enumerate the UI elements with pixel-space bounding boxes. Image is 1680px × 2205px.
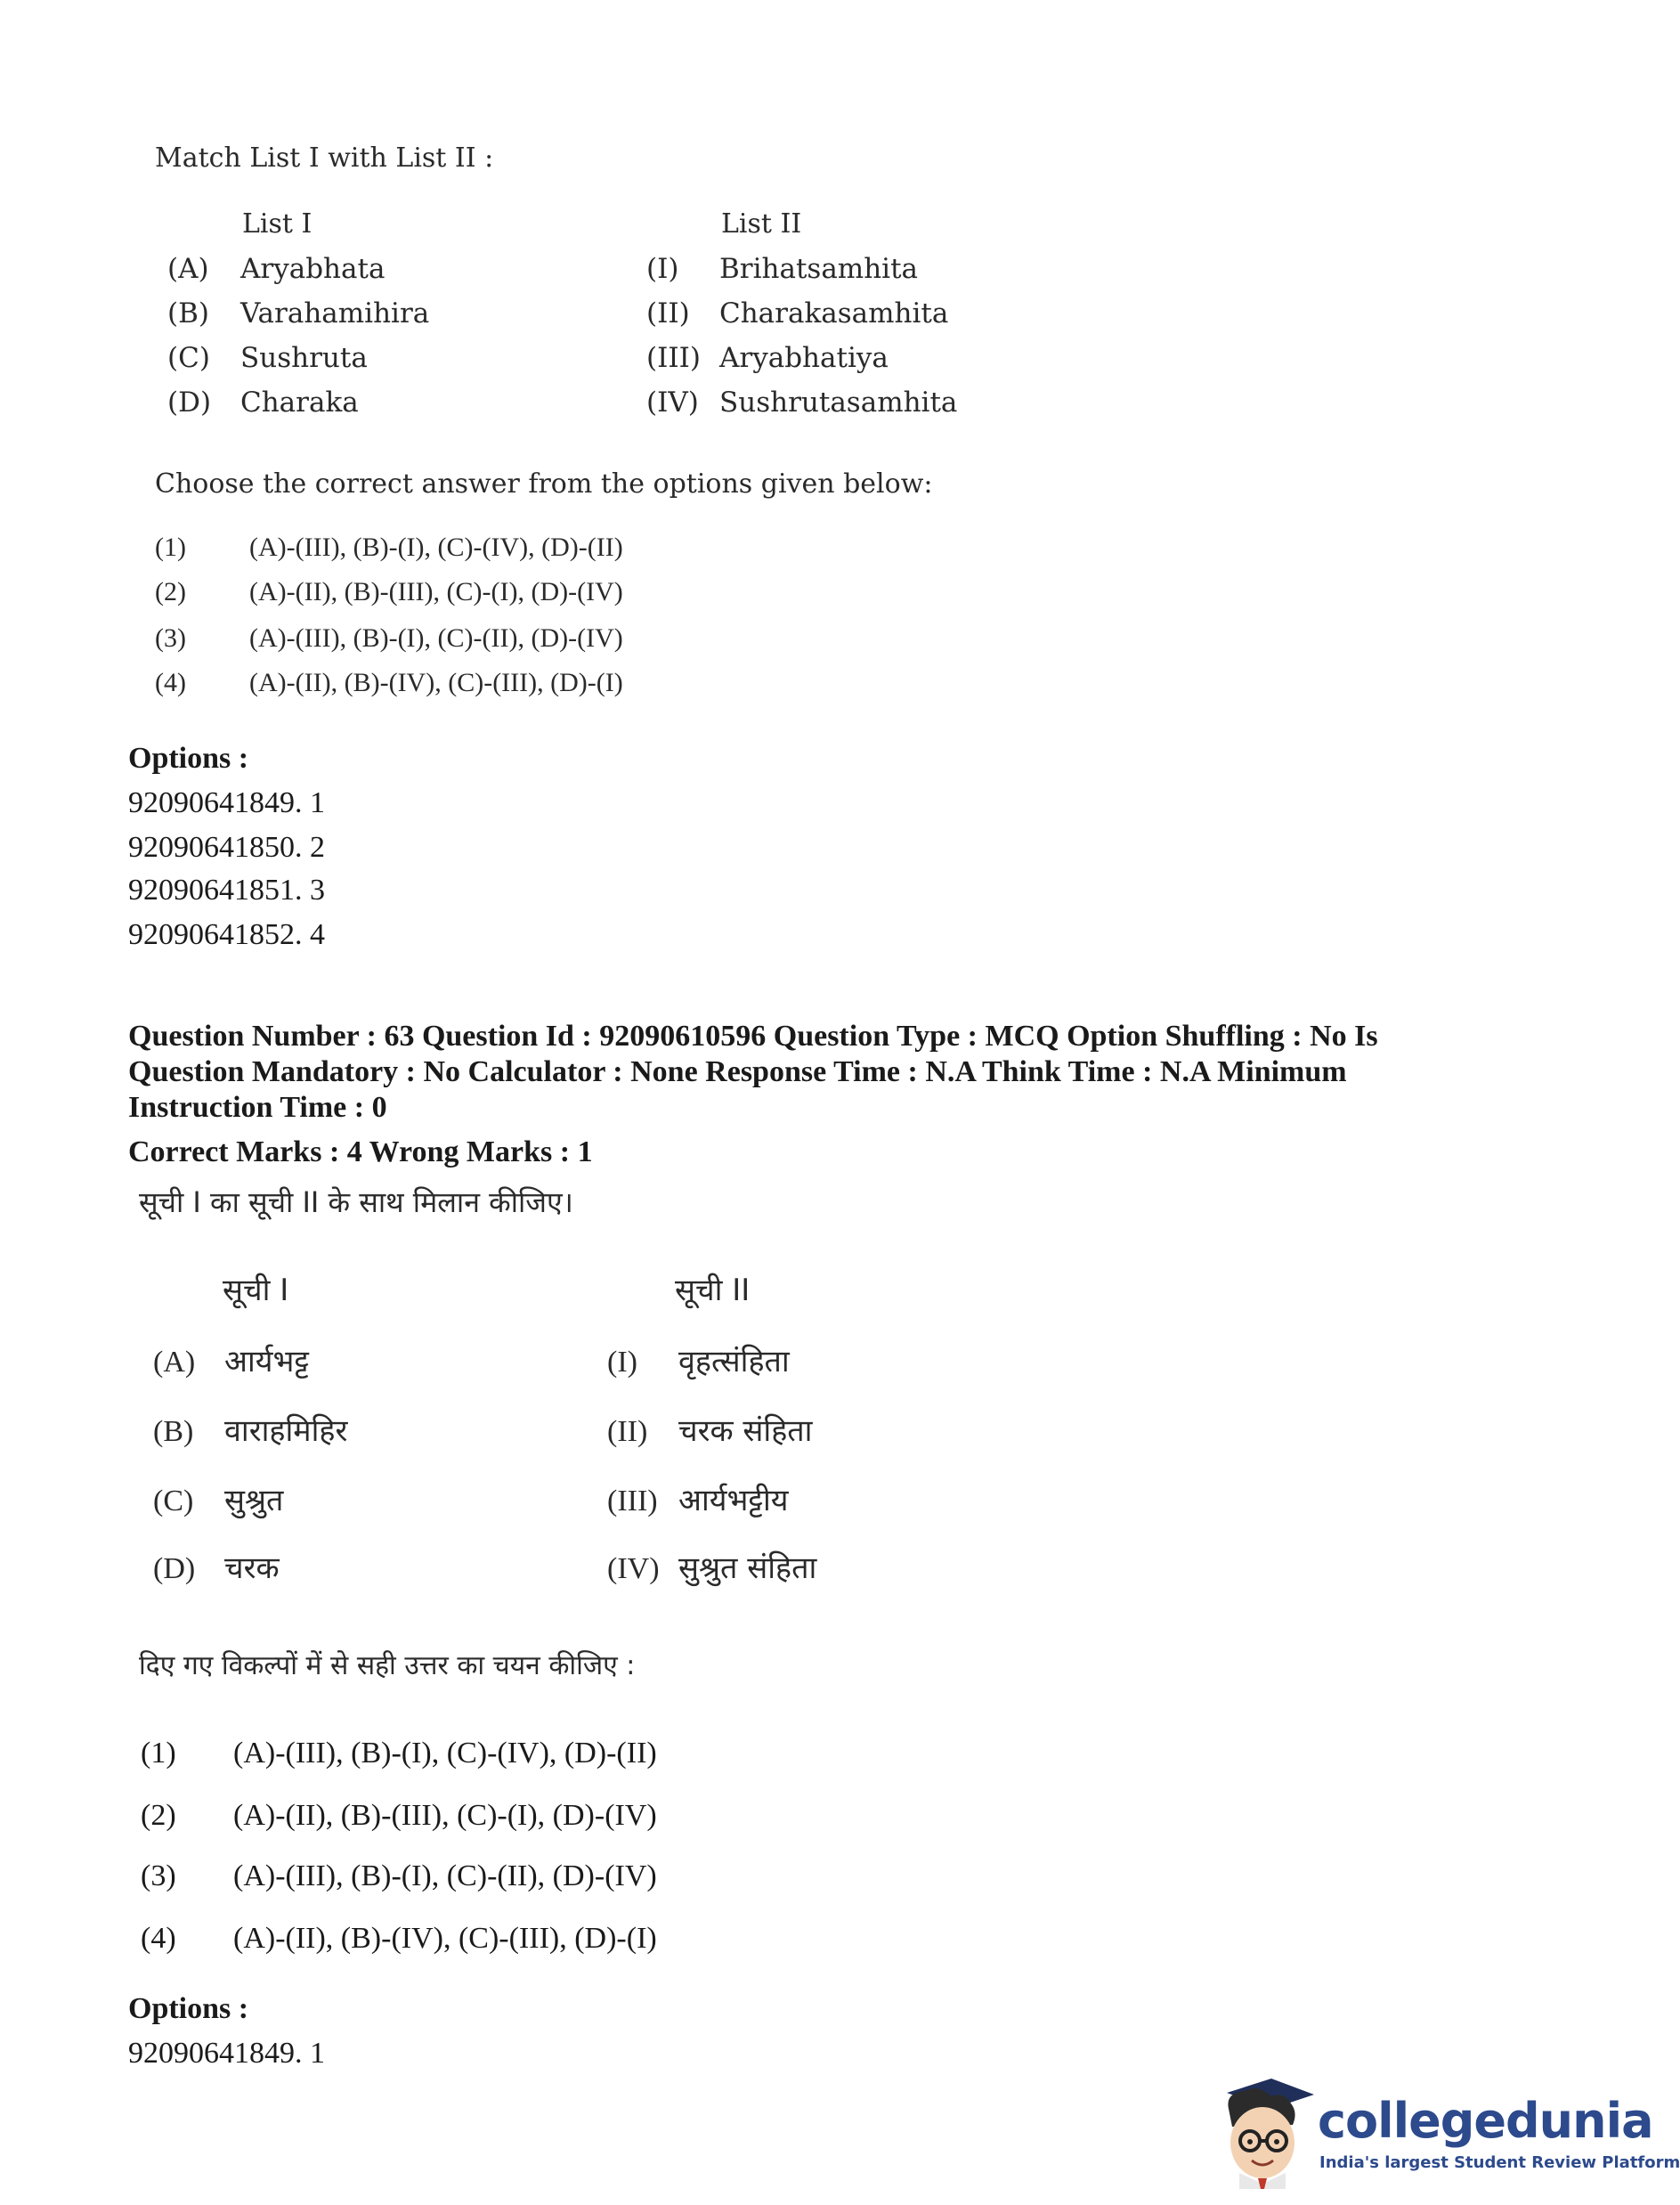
answer-choice: (3) (A)-(III), (B)-(I), (C)-(II), (D)-(IV) [155,623,623,653]
option-id: 92090641852. 4 [128,918,325,951]
metadata-line: Question Mandatory : No Calculator : None Response Time : N.A Think Time : N.A Minimum [128,1055,1347,1088]
marks-line: Correct Marks : 4 Wrong Marks : 1 [128,1135,593,1168]
list1-item-hindi: (B) वाराहमिहिर [153,1413,348,1449]
question-intro: Match List I with List II : [155,142,494,174]
answer-choice: (1) (A)-(III), (B)-(I), (C)-(IV), (D)-(II) [155,533,623,562]
list2-item-hindi: (IV) सुश्रुत संहिता [607,1550,817,1586]
list1-header-hindi: सूची I [223,1273,289,1308]
list1-item-hindi: (A) आर्यभट्ट [153,1344,309,1379]
collegedunia-logo [1209,2073,1680,2189]
question-intro-hindi: सूची I का सूची II के साथ मिलान कीजिए। [139,1185,573,1219]
list1-item-hindi: (D) चरक [153,1550,280,1586]
answer-choice-hindi: (2) (A)-(II), (B)-(III), (C)-(I), (D)-(IV) [141,1799,657,1832]
option-id: 92090641849. 1 [128,786,325,819]
metadata-line: Question Number : 63 Question Id : 92090610596 Question Type : MCQ Option Shuffling : No Is [128,1020,1378,1053]
list2-item-hindi: (III) आर्यभट्टीय [607,1483,789,1518]
answer-choice-hindi: (4) (A)-(II), (B)-(IV), (C)-(III), (D)-(I) [141,1922,657,1955]
list2-item-hindi: (II) चरक संहिता [607,1413,813,1449]
list2-header: List II [721,208,802,240]
answer-choice: (4) (A)-(II), (B)-(IV), (C)-(III), (D)-(I) [155,668,623,697]
list1-header: List I [242,208,312,240]
student-mascot-icon [1209,2073,1316,2189]
choose-instruction: Choose the correct answer from the options given below: [155,468,933,500]
option-id: 92090641849. 1 [128,2037,325,2070]
list1-item-hindi: (C) सुश्रुत [153,1483,284,1518]
list1-item: (B) Varahamihira [167,297,430,330]
list1-item: (D) Charaka [167,386,359,419]
list2-item-hindi: (I) वृहत्संहिता [607,1344,790,1379]
answer-choice-hindi: (1) (A)-(III), (B)-(I), (C)-(IV), (D)-(II) [141,1737,657,1770]
list2-item: (II) Charakasamhita [646,297,949,330]
metadata-line: Instruction Time : 0 [128,1091,387,1124]
options-label: Options : [128,1992,249,2025]
option-id: 92090641851. 3 [128,874,325,907]
logo-wordmark: collegedunia [1318,2093,1653,2149]
option-id: 92090641850. 2 [128,831,325,864]
options-label: Options : [128,742,249,775]
list1-item: (C) Sushruta [167,342,368,374]
list2-item: (III) Aryabhatiya [646,342,889,374]
list1-item: (A) Aryabhata [167,253,386,285]
answer-choice-hindi: (3) (A)-(III), (B)-(I), (C)-(II), (D)-(IV) [141,1859,657,1892]
list2-item: (IV) Sushrutasamhita [646,386,958,419]
logo-tagline: India's largest Student Review Platform [1319,2153,1680,2172]
list2-item: (I) Brihatsamhita [646,253,919,285]
list2-header-hindi: सूची II [675,1273,751,1308]
answer-choice: (2) (A)-(II), (B)-(III), (C)-(I), (D)-(IV) [155,577,623,606]
choose-instruction-hindi: दिए गए विकल्पों में से सही उत्तर का चयन कीजिए : [139,1650,636,1681]
question-metadata [128,1019,1517,1126]
